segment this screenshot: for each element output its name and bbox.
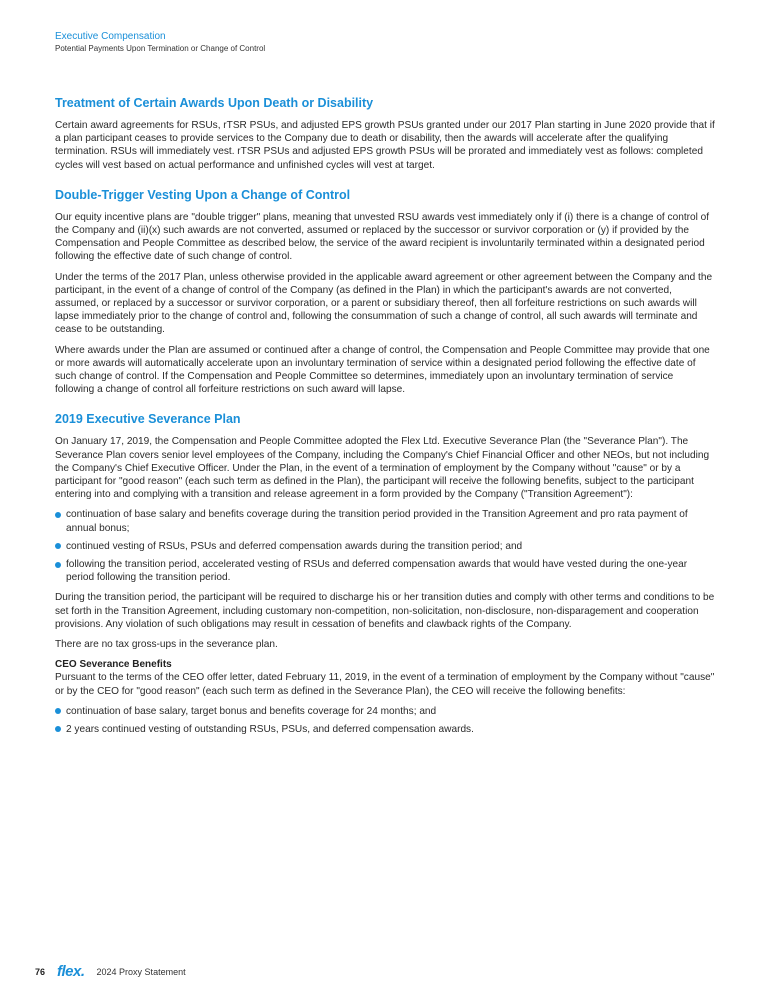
section-heading: Treatment of Certain Awards Upon Death or Disability: [55, 96, 374, 110]
header-subsection-title: Potential Payments Upon Termination or Change of Control: [55, 44, 266, 53]
list-item: following the transition period, accelerated vesting of RSUs and deferred compensation awards that would have vested during the one-year period following the transition period.: [55, 558, 715, 584]
bullet-list: [55, 705, 715, 736]
paragraph: Our equity incentive plans are "double trigger" plans, meaning that unvested RSU awards vest immediately only if (i) there is a change of control of the Company and (ii)(x) such awards are not converted, assumed or replaced by the successor or survivor corporation or (y) if provided by the Compensation and People Committee as described below, the service of the award recipient is involuntarily terminated within a designated period following the effective date of such change of control.: [55, 211, 710, 263]
flex-logo: flex.: [57, 963, 85, 980]
bullet-icon: [55, 562, 61, 568]
section-heading: Double-Trigger Vesting Upon a Change of Control: [55, 187, 351, 202]
paragraph: During the transition period, the participant will be required to discharge his or her transition duties and comply with other terms and conditions to be set forth in the Transition Agreement, including customary non-competition, non-solicitation, non-disclosure, non-disparagement and cooperation provisions. Any violation of such obligations may result in cessation of benefits and clawback rights of the Company.: [55, 592, 715, 630]
document-title: 2024 Proxy Statement: [96, 966, 186, 977]
section-severance-plan: [55, 411, 715, 651]
paragraph: Where awards under the Plan are assumed or continued after a change of control, the Compensation and People Committee may provide that one or more awards will automatically accelerate upon an involuntary termination of service within a designated period following the effective date of such change of control. If the Compensation and People Committee so determines, immediately upon an involuntary termination of service following a change of control all forfeiture restrictions on such award will lapse.: [55, 344, 710, 396]
paragraph: There are no tax gross-ups in the severance plan.: [55, 639, 278, 651]
section-death-disability: [55, 95, 715, 172]
bullet-icon: [55, 512, 61, 518]
page-footer: [35, 963, 186, 980]
running-header: [55, 30, 715, 55]
list-item: continuation of base salary, target bonus and benefits coverage for 24 months; and: [55, 705, 715, 718]
list-item: continuation of base salary and benefits coverage during the transition period provided in the Transition Agreement and pro rata payment of annual bonus;: [55, 508, 715, 534]
page-number: 76: [35, 966, 46, 977]
section-double-trigger: [55, 187, 715, 397]
paragraph: Certain award agreements for RSUs, rTSR PSUs, and adjusted EPS growth PSUs granted under our 2017 Plan starting in June 2020 provide that if a plan participant ceases to provide services to the Company due to death or disability, then the awards will accelerate after the qualifying termination. RSUs will immediately vest. rTSR PSUs and adjusted EPS growth PSUs will be prorated and immediately vest as follows: completed cycles will vest based on actual performance and unfinished cycles will vest at target.: [55, 120, 715, 171]
section-heading: 2019 Executive Severance Plan: [55, 412, 241, 427]
paragraph: Pursuant to the terms of the CEO offer letter, dated February 11, 2019, in the event of a termination of employment by the Company without "cause" or by the CEO for "good reason" (each such term as defined in the Severance Plan), the CEO will receive the following benefits:: [55, 672, 715, 697]
list-item: 2 years continued vesting of outstanding RSUs, PSUs, and deferred compensation awards.: [55, 723, 715, 736]
paragraph: Under the terms of the 2017 Plan, unless otherwise provided in the applicable award agreement or other agreement between the Company and the participant, in the event of a change of control of the Company (as defined in the Plan) in which the participant's awards are not converted, assumed, or replaced by a successor or survivor corporation, or a parent or subsidiary thereof, then all forfeiture restrictions on such awards will lapse immediately prior to the change of control and, following the consummation of such a change of control, all such awards will terminate and cease to be outstanding.: [55, 271, 713, 336]
bullet-icon: [55, 708, 61, 714]
section-ceo-severance: [55, 658, 715, 736]
bullet-list: [55, 508, 715, 584]
subsection-heading: CEO Severance Benefits: [55, 659, 172, 671]
bullet-icon: [55, 726, 61, 732]
paragraph: On January 17, 2019, the Compensation and People Committee adopted the Flex Ltd. Executive Severance Plan (the "Severance Plan"). The Severance Plan covers senior level employees of the Company, including the Company's Chief Financial Officer and other NEOs, but not including the Company's Chief Executive Officer. Under the Plan, in the event of a termination of employment by the Company without "cause" or by a participant for "good reason" (each such term as defined in the Plan), the participant will receive the following benefits, subject to the participant entering into and complying with a transition and release agreement in a form provided by the Company ("Transition Agreement"):: [55, 436, 710, 501]
page-content: [55, 30, 715, 743]
header-section-title: Executive Compensation: [55, 31, 166, 42]
bullet-icon: [55, 543, 61, 549]
list-item: continued vesting of RSUs, PSUs and deferred compensation awards during the transition period; and: [55, 540, 715, 553]
